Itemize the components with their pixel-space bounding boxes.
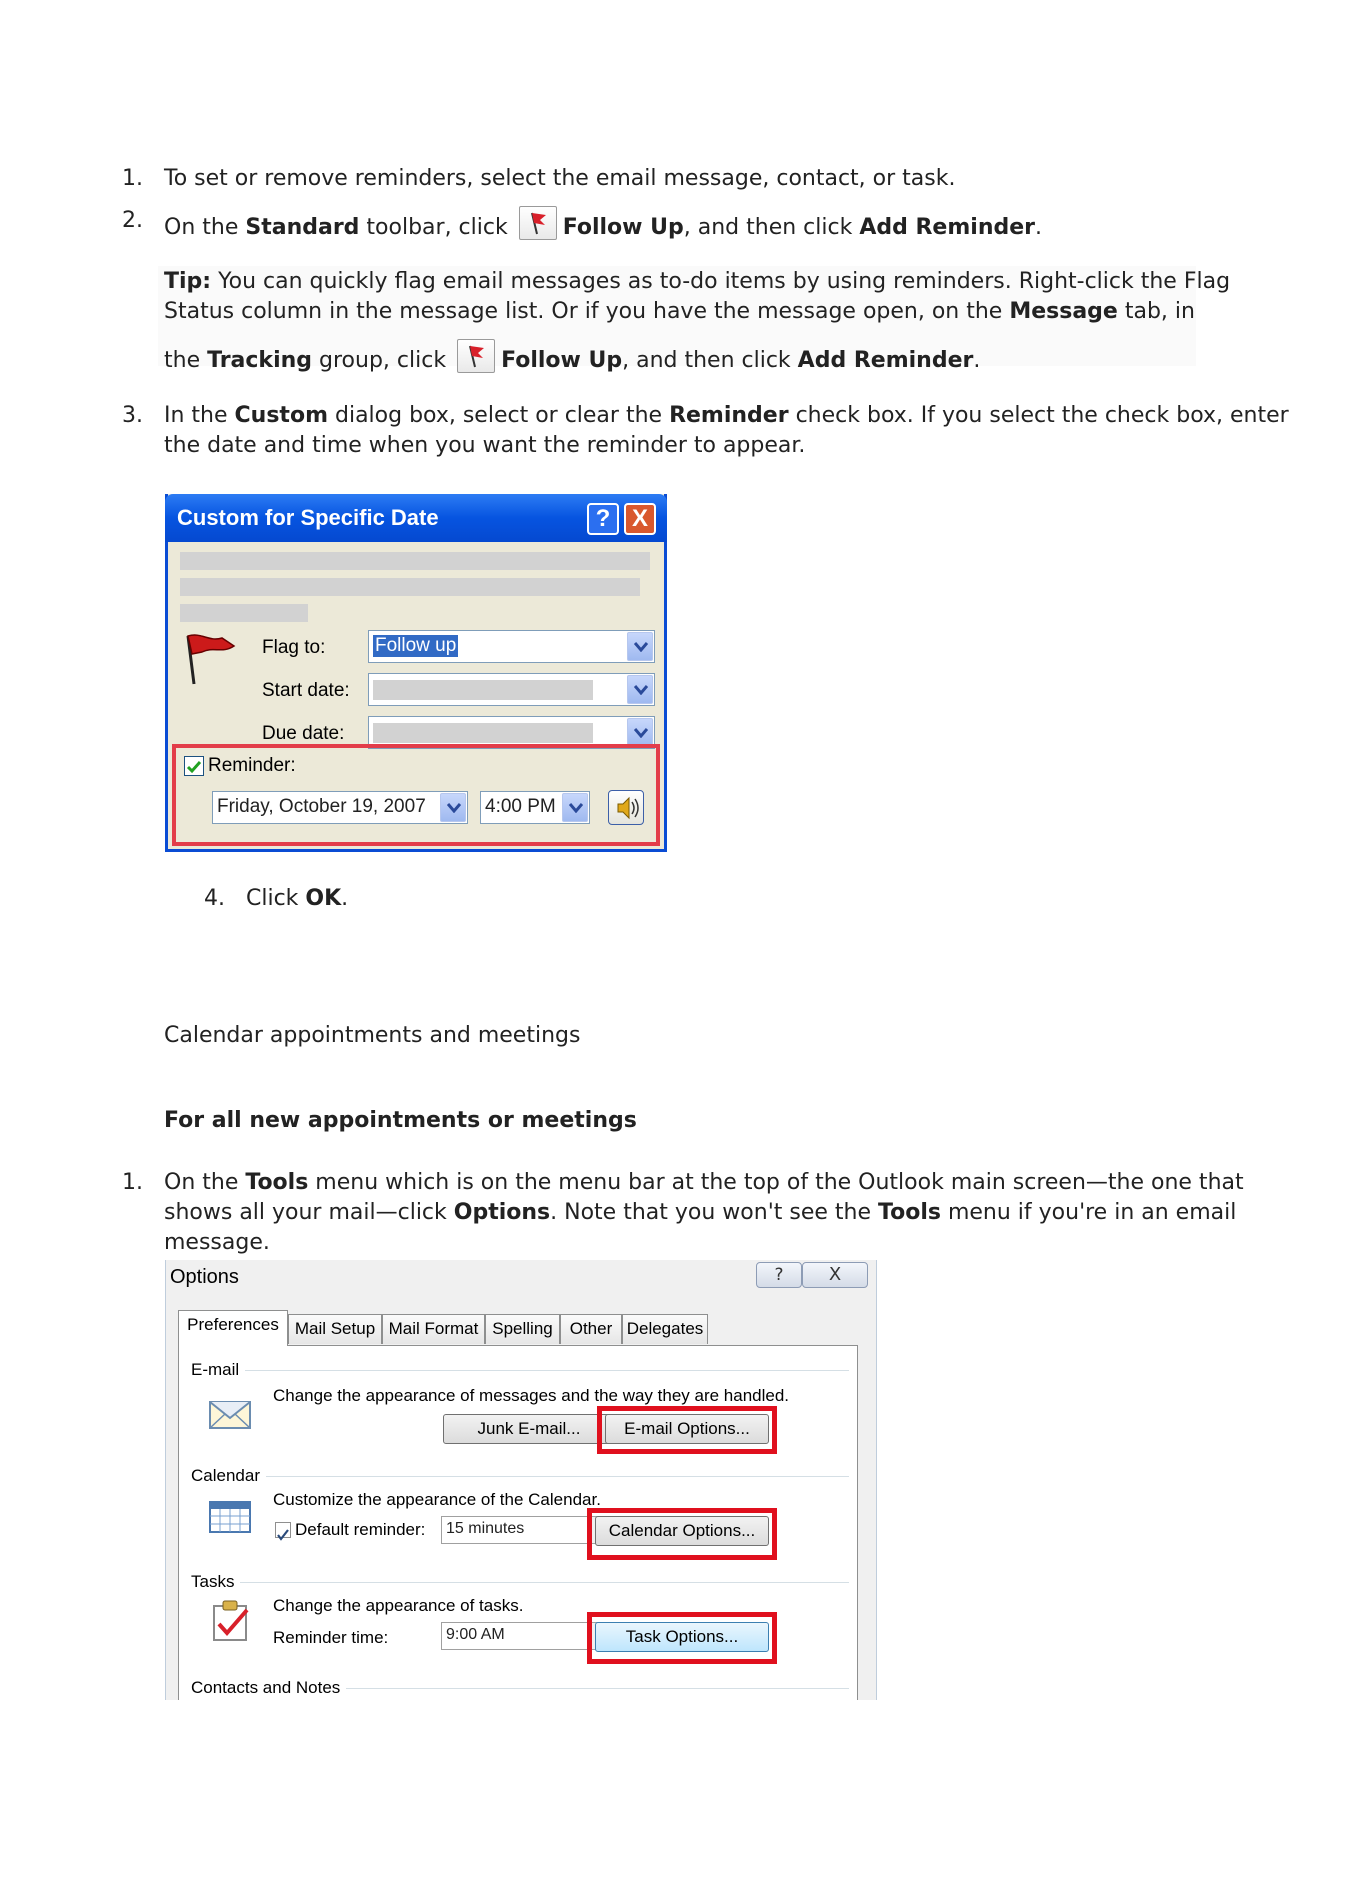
- help-button[interactable]: ?: [587, 503, 619, 535]
- step-4-text: Click OK.: [246, 886, 349, 911]
- step-b1-line-1: On the Tools menu which is on the menu bar at the top of the Outlook main screen—the one that: [164, 1170, 1244, 1195]
- redacted-text-bar: [180, 604, 308, 622]
- calendar-description: Customize the appearance of the Calendar.: [273, 1490, 601, 1509]
- help-button[interactable]: ?: [756, 1262, 802, 1288]
- step-3-line-1: In the Custom dialog box, select or clear the Reminder check box. If you select the check box, enter: [164, 403, 1289, 428]
- tip-line-2: Status column in the message list. Or if you have the message open, on the Message tab, in: [164, 299, 1195, 324]
- calendar-icon: [207, 1496, 253, 1540]
- chevron-down-icon[interactable]: [440, 793, 466, 822]
- redacted-text-bar: [180, 552, 650, 570]
- flag-to-value: Follow up: [375, 635, 457, 656]
- default-reminder-checkbox[interactable]: [275, 1522, 291, 1538]
- start-date-label: Start date:: [262, 680, 350, 701]
- custom-date-dialog: [165, 494, 667, 852]
- step-b1-line-2: shows all your mail—click Options. Note that you won't see the Tools menu if you're in an email: [164, 1200, 1237, 1225]
- group-divider: [191, 1582, 849, 1583]
- reminder-time-label: Reminder time:: [273, 1628, 389, 1647]
- calendar-group-label: Calendar: [191, 1466, 266, 1486]
- reminder-time-value: 4:00 PM: [485, 796, 556, 817]
- tasks-group-label: Tasks: [191, 1572, 240, 1592]
- follow-up-flag-icon: [519, 206, 557, 240]
- step-2-text: On the Standard toolbar, click Follow Up, and then click Add Reminder.: [164, 206, 1042, 243]
- options-dialog: [165, 1260, 877, 1700]
- step-b1-line-3: message.: [164, 1230, 270, 1255]
- section-heading: Calendar appointments and meetings: [164, 1023, 581, 1048]
- reminder-date-select[interactable]: [212, 791, 468, 824]
- flag-to-label: Flag to:: [262, 637, 326, 658]
- tasks-description: Change the appearance of tasks.: [273, 1596, 524, 1615]
- redacted-text-bar: [180, 578, 640, 596]
- email-options-button[interactable]: E-mail Options...: [605, 1414, 769, 1444]
- tab-mail-format[interactable]: Mail Format: [382, 1314, 485, 1344]
- contacts-group-label: Contacts and Notes: [191, 1678, 346, 1698]
- tab-spelling[interactable]: Spelling: [485, 1314, 560, 1344]
- step-1-text: To set or remove reminders, select the email message, contact, or task.: [164, 166, 956, 191]
- redacted-value: [373, 680, 593, 700]
- reminder-time-select[interactable]: [480, 791, 590, 824]
- sub-heading: For all new appointments or meetings: [164, 1108, 637, 1133]
- reminder-label: Reminder:: [208, 755, 296, 776]
- group-divider: [191, 1370, 849, 1371]
- junk-email-button[interactable]: Junk E-mail...: [443, 1414, 615, 1444]
- chevron-down-icon[interactable]: [627, 632, 653, 661]
- flag-to-select[interactable]: [368, 630, 655, 663]
- start-date-select[interactable]: [368, 673, 655, 706]
- chevron-down-icon[interactable]: [562, 793, 588, 822]
- speaker-icon: [609, 791, 643, 824]
- step-3-line-2: the date and time when you want the reminder to appear.: [164, 433, 806, 458]
- tab-mail-setup[interactable]: Mail Setup: [288, 1314, 382, 1344]
- preferences-panel: [178, 1345, 858, 1700]
- chevron-down-icon[interactable]: [627, 675, 653, 704]
- dialog-title: Custom for Specific Date: [165, 494, 667, 542]
- tip-line-3: the Tracking group, click Follow Up, and then click Add Reminder.: [164, 339, 980, 376]
- group-divider: [191, 1476, 849, 1477]
- reminder-time-value: 9:00 AM: [446, 1626, 505, 1643]
- default-reminder-value: 15 minutes: [446, 1520, 525, 1537]
- task-options-button[interactable]: Task Options...: [595, 1622, 769, 1652]
- default-reminder-label: Default reminder:: [295, 1520, 426, 1539]
- step-b1-number: 1.: [122, 1170, 143, 1195]
- reminder-checkbox[interactable]: [184, 756, 204, 776]
- step-4-number: 4.: [204, 886, 225, 911]
- red-flag-icon: [178, 630, 240, 692]
- step-2-number: 2.: [122, 208, 143, 233]
- email-description: Change the appearance of messages and the way they are handled.: [273, 1386, 790, 1405]
- reminder-date-value: Friday, October 19, 2007: [217, 796, 426, 817]
- redacted-value: [373, 723, 593, 743]
- sound-button[interactable]: [608, 790, 644, 825]
- chevron-down-icon[interactable]: [627, 718, 653, 747]
- task-icon: [209, 1598, 253, 1650]
- close-button[interactable]: X: [802, 1262, 868, 1288]
- dialog-title: Options: [170, 1266, 239, 1288]
- email-group-label: E-mail: [191, 1360, 245, 1380]
- tip-line-1: Tip: You can quickly flag email messages as to-do items by using reminders. Right-click the Flag: [164, 269, 1231, 294]
- step-3-number: 3.: [122, 403, 143, 428]
- tab-delegates[interactable]: Delegates: [622, 1314, 708, 1344]
- close-button[interactable]: X: [624, 503, 656, 535]
- follow-up-flag-icon: [457, 339, 495, 373]
- envelope-icon: [207, 1392, 253, 1438]
- step-1-number: 1.: [122, 166, 143, 191]
- due-date-label: Due date:: [262, 723, 345, 744]
- calendar-options-button[interactable]: Calendar Options...: [595, 1516, 769, 1546]
- tab-other[interactable]: Other: [560, 1314, 622, 1344]
- tab-preferences[interactable]: Preferences: [178, 1310, 288, 1346]
